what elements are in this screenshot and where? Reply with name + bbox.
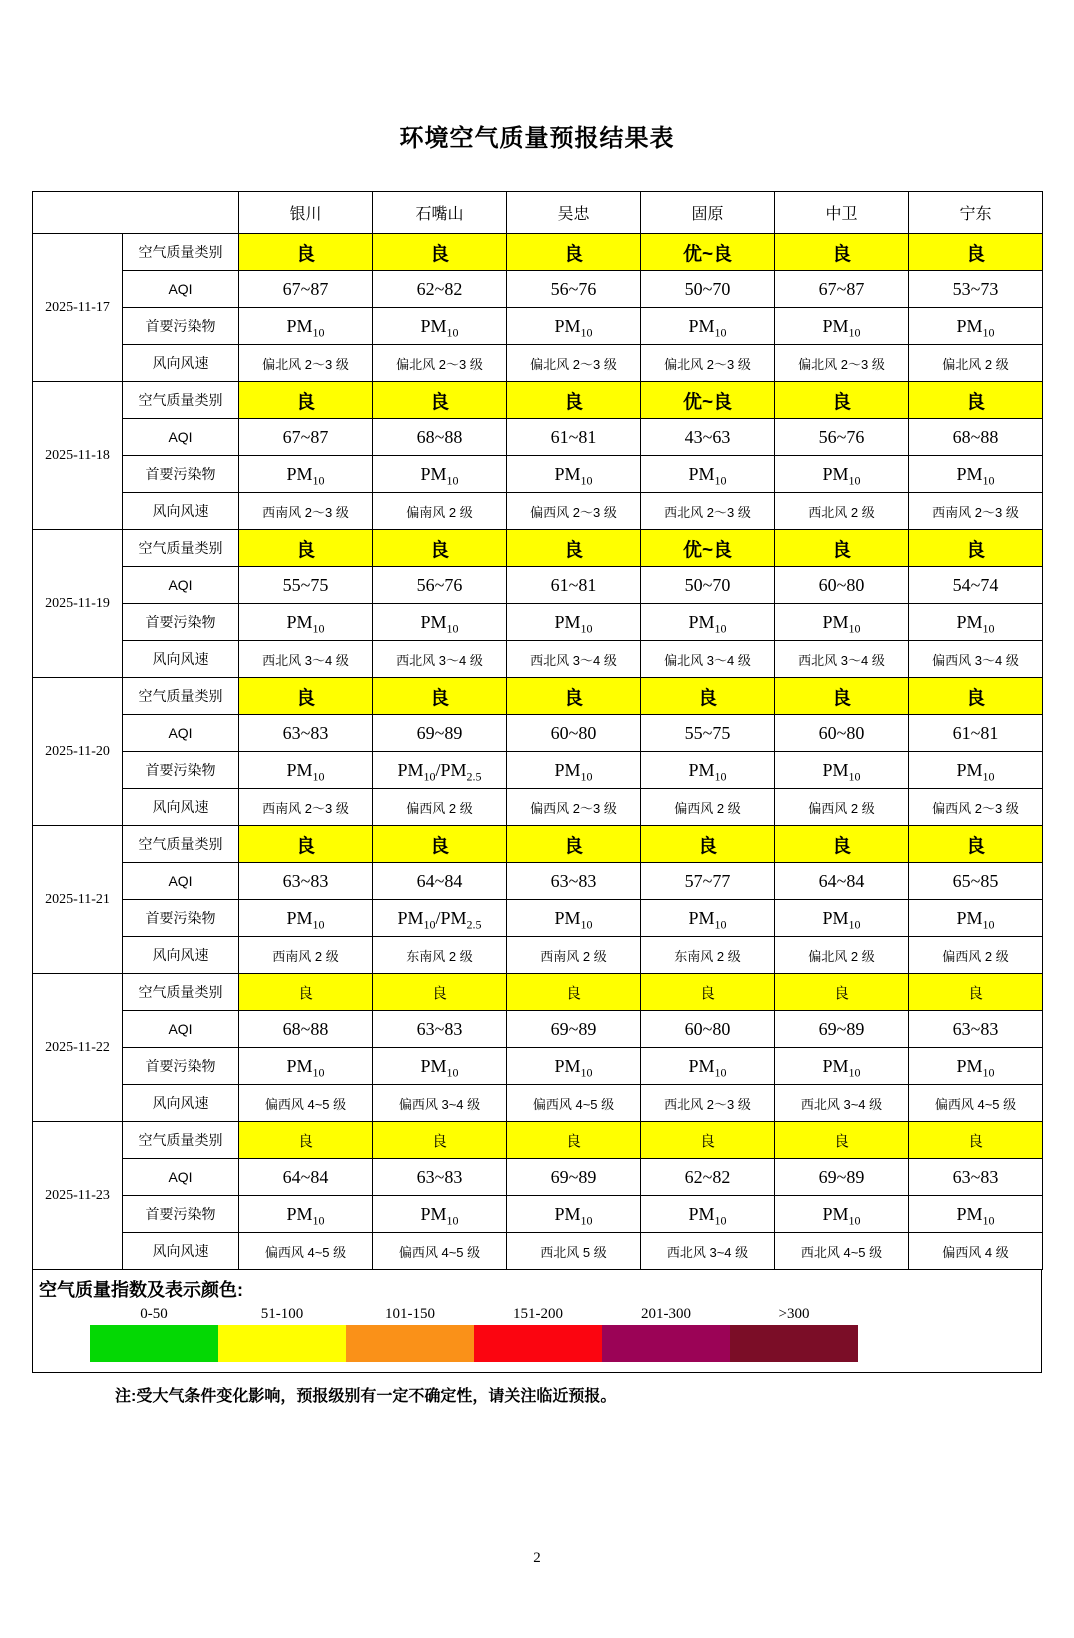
wind-row bbox=[33, 641, 1043, 678]
wind-row bbox=[33, 937, 1043, 974]
pollutant-cell: $PM_{10}$ bbox=[775, 900, 909, 937]
row-label: 首要污染物 bbox=[123, 604, 239, 641]
row-label: 首要污染物 bbox=[123, 752, 239, 789]
wind-cell: 西北风 3~4 级 bbox=[641, 1233, 775, 1270]
aqi-cell: 60~80 bbox=[775, 567, 909, 604]
wind-row bbox=[33, 345, 1043, 382]
wind-cell: 偏西风 2 级 bbox=[775, 789, 909, 826]
date-cell: 2025-11-23 bbox=[33, 1122, 123, 1270]
aqi-row bbox=[33, 715, 1043, 752]
row-label: 空气质量类别 bbox=[123, 826, 239, 863]
aqi-cell: 61~81 bbox=[909, 715, 1043, 752]
aqi-cell: 62~82 bbox=[373, 271, 507, 308]
row-label: AQI bbox=[123, 1011, 239, 1048]
aqi-cell: 43~63 bbox=[641, 419, 775, 456]
legend-color-swatch bbox=[474, 1325, 602, 1362]
row-label: AQI bbox=[123, 1159, 239, 1196]
forecast-table-body bbox=[33, 192, 1043, 1270]
category-row bbox=[33, 678, 1043, 715]
category-row bbox=[33, 1122, 1043, 1159]
wind-cell: 偏北风 2～3 级 bbox=[373, 345, 507, 382]
city-header: 中卫 bbox=[775, 192, 909, 234]
category-cell: 良 bbox=[373, 234, 507, 271]
legend-color-swatch bbox=[602, 1325, 730, 1362]
pollutant-cell: $PM_{10}$ bbox=[909, 1048, 1043, 1085]
aqi-row bbox=[33, 419, 1043, 456]
row-label: 风向风速 bbox=[123, 789, 239, 826]
category-cell: 良 bbox=[507, 1122, 641, 1159]
category-row bbox=[33, 826, 1043, 863]
wind-cell: 西北风 3～4 级 bbox=[507, 641, 641, 678]
legend-range-label: 51-100 bbox=[260, 1306, 304, 1322]
legend-swatches bbox=[90, 1304, 1041, 1362]
aqi-cell: 65~85 bbox=[909, 863, 1043, 900]
category-cell: 良 bbox=[507, 678, 641, 715]
pollutant-cell: $PM_{10}$ bbox=[507, 1196, 641, 1233]
wind-cell: 偏西风 4~5 级 bbox=[239, 1085, 373, 1122]
wind-cell: 西北风 3～4 级 bbox=[373, 641, 507, 678]
aqi-cell: 63~83 bbox=[373, 1159, 507, 1196]
aqi-cell: 67~87 bbox=[239, 271, 373, 308]
aqi-cell: 69~89 bbox=[507, 1011, 641, 1048]
aqi-cell: 60~80 bbox=[775, 715, 909, 752]
wind-cell: 偏北风 2 级 bbox=[775, 937, 909, 974]
wind-cell: 西北风 5 级 bbox=[507, 1233, 641, 1270]
wind-cell: 西南风 2～3 级 bbox=[239, 493, 373, 530]
aqi-cell: 69~89 bbox=[373, 715, 507, 752]
wind-cell: 西北风 3~4 级 bbox=[775, 1085, 909, 1122]
aqi-cell: 67~87 bbox=[239, 419, 373, 456]
category-cell: 良 bbox=[373, 1122, 507, 1159]
wind-cell: 西北风 3～4 级 bbox=[775, 641, 909, 678]
category-cell: 优~良 bbox=[641, 234, 775, 271]
date-cell: 2025-11-19 bbox=[33, 530, 123, 678]
wind-cell: 偏西风 4~5 级 bbox=[373, 1233, 507, 1270]
wind-cell: 西南风 2～3 级 bbox=[239, 789, 373, 826]
row-label: 首要污染物 bbox=[123, 1196, 239, 1233]
aqi-cell: 53~73 bbox=[909, 271, 1043, 308]
row-label: AQI bbox=[123, 863, 239, 900]
wind-cell: 西北风 2～3 级 bbox=[641, 1085, 775, 1122]
aqi-cell: 63~83 bbox=[373, 1011, 507, 1048]
wind-cell: 偏西风 3~4 级 bbox=[373, 1085, 507, 1122]
row-label: AQI bbox=[123, 419, 239, 456]
pollutant-cell: $PM_{10}$ bbox=[641, 752, 775, 789]
row-label: 风向风速 bbox=[123, 345, 239, 382]
row-label: 空气质量类别 bbox=[123, 234, 239, 271]
aqi-cell: 63~83 bbox=[507, 863, 641, 900]
aqi-cell: 60~80 bbox=[507, 715, 641, 752]
wind-cell: 东南风 2 级 bbox=[641, 937, 775, 974]
pollutant-cell: $PM_{10}$ bbox=[239, 604, 373, 641]
aqi-cell: 63~83 bbox=[909, 1011, 1043, 1048]
pollutant-row bbox=[33, 752, 1043, 789]
category-cell: 良 bbox=[909, 974, 1043, 1011]
row-label: 首要污染物 bbox=[123, 308, 239, 345]
forecast-note: 注:受大气条件变化影响，预报级别有一定不确定性，请关注临近预报。 bbox=[115, 1388, 617, 1405]
category-cell: 良 bbox=[373, 382, 507, 419]
row-label: AQI bbox=[123, 715, 239, 752]
row-label: 风向风速 bbox=[123, 493, 239, 530]
category-cell: 优~良 bbox=[641, 530, 775, 567]
category-cell: 良 bbox=[239, 974, 373, 1011]
city-header: 石嘴山 bbox=[373, 192, 507, 234]
category-cell: 良 bbox=[507, 826, 641, 863]
pollutant-cell: $PM_{10}$ bbox=[641, 900, 775, 937]
wind-cell: 偏南风 2 级 bbox=[373, 493, 507, 530]
legend-item bbox=[602, 1304, 730, 1362]
category-cell: 良 bbox=[909, 234, 1043, 271]
pollutant-cell: $PM_{10}$ bbox=[507, 308, 641, 345]
pollutant-row bbox=[33, 456, 1043, 493]
category-cell: 良 bbox=[239, 234, 373, 271]
wind-cell: 偏西风 4~5 级 bbox=[239, 1233, 373, 1270]
wind-cell: 偏西风 2 级 bbox=[641, 789, 775, 826]
wind-cell: 偏西风 4~5 级 bbox=[909, 1085, 1043, 1122]
legend-title: 空气质量指数及表示颜色: bbox=[39, 1280, 243, 1300]
category-cell: 良 bbox=[909, 530, 1043, 567]
aqi-row bbox=[33, 863, 1043, 900]
category-cell: 良 bbox=[239, 530, 373, 567]
category-cell: 良 bbox=[373, 826, 507, 863]
wind-cell: 偏北风 2～3 级 bbox=[507, 345, 641, 382]
pollutant-cell: $PM_{10}$ bbox=[909, 456, 1043, 493]
category-cell: 良 bbox=[775, 974, 909, 1011]
wind-cell: 西北风 4~5 级 bbox=[775, 1233, 909, 1270]
row-label: 空气质量类别 bbox=[123, 974, 239, 1011]
legend-item bbox=[90, 1304, 218, 1362]
pollutant-cell: $PM_{10}$ bbox=[239, 752, 373, 789]
legend-color-swatch bbox=[218, 1325, 346, 1362]
aqi-row bbox=[33, 567, 1043, 604]
aqi-cell: 68~88 bbox=[373, 419, 507, 456]
pollutant-row bbox=[33, 604, 1043, 641]
row-label: 空气质量类别 bbox=[123, 382, 239, 419]
wind-cell: 西北风 3～4 级 bbox=[239, 641, 373, 678]
pollutant-cell: $PM_{10}$ bbox=[507, 1048, 641, 1085]
pollutant-cell: $PM_{10}$ bbox=[373, 1196, 507, 1233]
pollutant-cell: $PM_{10}$ bbox=[239, 308, 373, 345]
category-cell: 良 bbox=[775, 1122, 909, 1159]
category-row bbox=[33, 382, 1043, 419]
pollutant-row bbox=[33, 308, 1043, 345]
pollutant-cell: $PM_{10}$ bbox=[775, 604, 909, 641]
wind-cell: 偏北风 3～4 级 bbox=[641, 641, 775, 678]
wind-row bbox=[33, 1085, 1043, 1122]
category-cell: 良 bbox=[909, 1122, 1043, 1159]
city-header: 吴忠 bbox=[507, 192, 641, 234]
date-cell: 2025-11-21 bbox=[33, 826, 123, 974]
wind-cell: 偏北风 2～3 级 bbox=[239, 345, 373, 382]
aqi-cell: 63~83 bbox=[239, 715, 373, 752]
pollutant-cell: $PM_{10}$ bbox=[641, 1196, 775, 1233]
row-label: AQI bbox=[123, 271, 239, 308]
category-cell: 良 bbox=[641, 1122, 775, 1159]
wind-cell: 偏西风 4~5 级 bbox=[507, 1085, 641, 1122]
row-label: 空气质量类别 bbox=[123, 530, 239, 567]
aqi-cell: 64~84 bbox=[775, 863, 909, 900]
aqi-cell: 64~84 bbox=[373, 863, 507, 900]
city-header: 银川 bbox=[239, 192, 373, 234]
legend-range-label: 151-200 bbox=[513, 1306, 563, 1322]
legend-range-label: >300 bbox=[778, 1306, 810, 1322]
row-label: AQI bbox=[123, 567, 239, 604]
category-cell: 良 bbox=[641, 974, 775, 1011]
header-row bbox=[33, 192, 1043, 234]
pollutant-cell: $PM_{10}$ bbox=[775, 1196, 909, 1233]
category-cell: 良 bbox=[239, 1122, 373, 1159]
aqi-cell: 63~83 bbox=[239, 863, 373, 900]
category-cell: 良 bbox=[373, 974, 507, 1011]
wind-cell: 偏北风 2～3 级 bbox=[775, 345, 909, 382]
legend-item bbox=[218, 1304, 346, 1362]
date-cell: 2025-11-22 bbox=[33, 974, 123, 1122]
pollutant-cell: $PM_{10}$ bbox=[507, 604, 641, 641]
category-cell: 良 bbox=[775, 382, 909, 419]
legend-item bbox=[730, 1304, 858, 1362]
category-cell: 良 bbox=[775, 530, 909, 567]
pollutant-cell: $PM_{10}$ bbox=[775, 308, 909, 345]
aqi-cell: 69~89 bbox=[507, 1159, 641, 1196]
date-cell: 2025-11-18 bbox=[33, 382, 123, 530]
page-number: 2 bbox=[533, 1550, 541, 1566]
pollutant-cell: $PM_{10}$ bbox=[775, 456, 909, 493]
category-cell: 良 bbox=[641, 826, 775, 863]
aqi-cell: 55~75 bbox=[239, 567, 373, 604]
aqi-cell: 61~81 bbox=[507, 567, 641, 604]
category-cell: 良 bbox=[239, 382, 373, 419]
row-label: 风向风速 bbox=[123, 1085, 239, 1122]
aqi-cell: 50~70 bbox=[641, 271, 775, 308]
pollutant-cell: $PM_{10}$ bbox=[507, 900, 641, 937]
category-row bbox=[33, 234, 1043, 271]
category-cell: 良 bbox=[507, 382, 641, 419]
aqi-cell: 62~82 bbox=[641, 1159, 775, 1196]
row-label: 风向风速 bbox=[123, 937, 239, 974]
aqi-cell: 57~77 bbox=[641, 863, 775, 900]
row-label: 空气质量类别 bbox=[123, 1122, 239, 1159]
category-row bbox=[33, 974, 1043, 1011]
aqi-cell: 55~75 bbox=[641, 715, 775, 752]
aqi-row bbox=[33, 1159, 1043, 1196]
row-label: 首要污染物 bbox=[123, 1048, 239, 1085]
category-cell: 良 bbox=[641, 678, 775, 715]
aqi-cell: 56~76 bbox=[507, 271, 641, 308]
aqi-cell: 56~76 bbox=[775, 419, 909, 456]
legend-item bbox=[474, 1304, 602, 1362]
row-label: 空气质量类别 bbox=[123, 678, 239, 715]
category-cell: 良 bbox=[909, 382, 1043, 419]
pollutant-row bbox=[33, 1048, 1043, 1085]
category-cell: 良 bbox=[239, 678, 373, 715]
date-cell: 2025-11-17 bbox=[33, 234, 123, 382]
pollutant-cell: $PM_{10}$ bbox=[909, 1196, 1043, 1233]
wind-cell: 偏西风 2～3 级 bbox=[507, 789, 641, 826]
wind-row bbox=[33, 1233, 1043, 1270]
category-cell: 良 bbox=[775, 234, 909, 271]
aqi-cell: 69~89 bbox=[775, 1159, 909, 1196]
pollutant-cell: $PM_{10}/PM_{2.5}$ bbox=[373, 752, 507, 789]
row-label: 首要污染物 bbox=[123, 900, 239, 937]
aqi-cell: 68~88 bbox=[239, 1011, 373, 1048]
wind-cell: 西北风 2～3 级 bbox=[641, 493, 775, 530]
date-cell: 2025-11-20 bbox=[33, 678, 123, 826]
wind-cell: 西南风 2 级 bbox=[239, 937, 373, 974]
pollutant-cell: $PM_{10}$ bbox=[775, 752, 909, 789]
category-row bbox=[33, 530, 1043, 567]
pollutant-cell: $PM_{10}$ bbox=[373, 604, 507, 641]
forecast-table bbox=[32, 191, 1043, 1270]
aqi-row bbox=[33, 271, 1043, 308]
legend-item bbox=[346, 1304, 474, 1362]
wind-cell: 偏西风 4 级 bbox=[909, 1233, 1043, 1270]
wind-row bbox=[33, 493, 1043, 530]
wind-cell: 西北风 2 级 bbox=[775, 493, 909, 530]
wind-cell: 偏北风 2～3 级 bbox=[641, 345, 775, 382]
aqi-cell: 67~87 bbox=[775, 271, 909, 308]
category-cell: 良 bbox=[909, 826, 1043, 863]
pollutant-row bbox=[33, 900, 1043, 937]
wind-cell: 偏西风 2～3 级 bbox=[909, 789, 1043, 826]
wind-cell: 西南风 2 级 bbox=[507, 937, 641, 974]
category-cell: 良 bbox=[909, 678, 1043, 715]
category-cell: 良 bbox=[775, 826, 909, 863]
pollutant-cell: $PM_{10}$ bbox=[909, 752, 1043, 789]
pollutant-row bbox=[33, 1196, 1043, 1233]
row-label: 首要污染物 bbox=[123, 456, 239, 493]
pollutant-cell: $PM_{10}$ bbox=[507, 752, 641, 789]
pollutant-cell: $PM_{10}/PM_{2.5}$ bbox=[373, 900, 507, 937]
aqi-cell: 69~89 bbox=[775, 1011, 909, 1048]
pollutant-cell: $PM_{10}$ bbox=[507, 456, 641, 493]
category-cell: 良 bbox=[239, 826, 373, 863]
aqi-legend bbox=[32, 1269, 1042, 1373]
row-label: 风向风速 bbox=[123, 641, 239, 678]
aqi-row bbox=[33, 1011, 1043, 1048]
aqi-cell: 61~81 bbox=[507, 419, 641, 456]
legend-color-swatch bbox=[90, 1325, 218, 1362]
category-cell: 良 bbox=[507, 234, 641, 271]
row-label: 风向风速 bbox=[123, 1233, 239, 1270]
pollutant-cell: $PM_{10}$ bbox=[641, 456, 775, 493]
wind-cell: 西南风 2～3 级 bbox=[909, 493, 1043, 530]
pollutant-cell: $PM_{10}$ bbox=[239, 456, 373, 493]
pollutant-cell: $PM_{10}$ bbox=[909, 308, 1043, 345]
wind-cell: 东南风 2 级 bbox=[373, 937, 507, 974]
legend-range-label: 0-50 bbox=[140, 1306, 168, 1322]
aqi-cell: 50~70 bbox=[641, 567, 775, 604]
pollutant-cell: $PM_{10}$ bbox=[775, 1048, 909, 1085]
aqi-cell: 60~80 bbox=[641, 1011, 775, 1048]
pollutant-cell: $PM_{10}$ bbox=[641, 308, 775, 345]
city-header: 宁东 bbox=[909, 192, 1043, 234]
wind-cell: 偏西风 2～3 级 bbox=[507, 493, 641, 530]
category-cell: 良 bbox=[507, 974, 641, 1011]
legend-color-swatch bbox=[346, 1325, 474, 1362]
pollutant-cell: $PM_{10}$ bbox=[373, 308, 507, 345]
pollutant-cell: $PM_{10}$ bbox=[239, 1196, 373, 1233]
page-title: 环境空气质量预报结果表 bbox=[399, 126, 675, 152]
aqi-cell: 63~83 bbox=[909, 1159, 1043, 1196]
legend-color-swatch bbox=[730, 1325, 858, 1362]
category-cell: 良 bbox=[775, 678, 909, 715]
category-cell: 良 bbox=[507, 530, 641, 567]
category-cell: 良 bbox=[373, 530, 507, 567]
wind-cell: 偏西风 2 级 bbox=[373, 789, 507, 826]
wind-cell: 偏北风 2 级 bbox=[909, 345, 1043, 382]
wind-cell: 偏西风 3～4 级 bbox=[909, 641, 1043, 678]
pollutant-cell: $PM_{10}$ bbox=[641, 604, 775, 641]
pollutant-cell: $PM_{10}$ bbox=[641, 1048, 775, 1085]
legend-range-label: 201-300 bbox=[641, 1306, 691, 1322]
aqi-cell: 54~74 bbox=[909, 567, 1043, 604]
aqi-cell: 68~88 bbox=[909, 419, 1043, 456]
aqi-cell: 56~76 bbox=[373, 567, 507, 604]
pollutant-cell: $PM_{10}$ bbox=[373, 456, 507, 493]
pollutant-cell: $PM_{10}$ bbox=[239, 1048, 373, 1085]
category-cell: 优~良 bbox=[641, 382, 775, 419]
wind-row bbox=[33, 789, 1043, 826]
pollutant-cell: $PM_{10}$ bbox=[373, 1048, 507, 1085]
pollutant-cell: $PM_{10}$ bbox=[909, 900, 1043, 937]
pollutant-cell: $PM_{10}$ bbox=[909, 604, 1043, 641]
aqi-cell: 64~84 bbox=[239, 1159, 373, 1196]
category-cell: 良 bbox=[373, 678, 507, 715]
legend-range-label: 101-150 bbox=[385, 1306, 435, 1322]
pollutant-cell: $PM_{10}$ bbox=[239, 900, 373, 937]
wind-cell: 偏西风 2 级 bbox=[909, 937, 1043, 974]
table-corner-cell bbox=[33, 192, 239, 234]
city-header: 固原 bbox=[641, 192, 775, 234]
